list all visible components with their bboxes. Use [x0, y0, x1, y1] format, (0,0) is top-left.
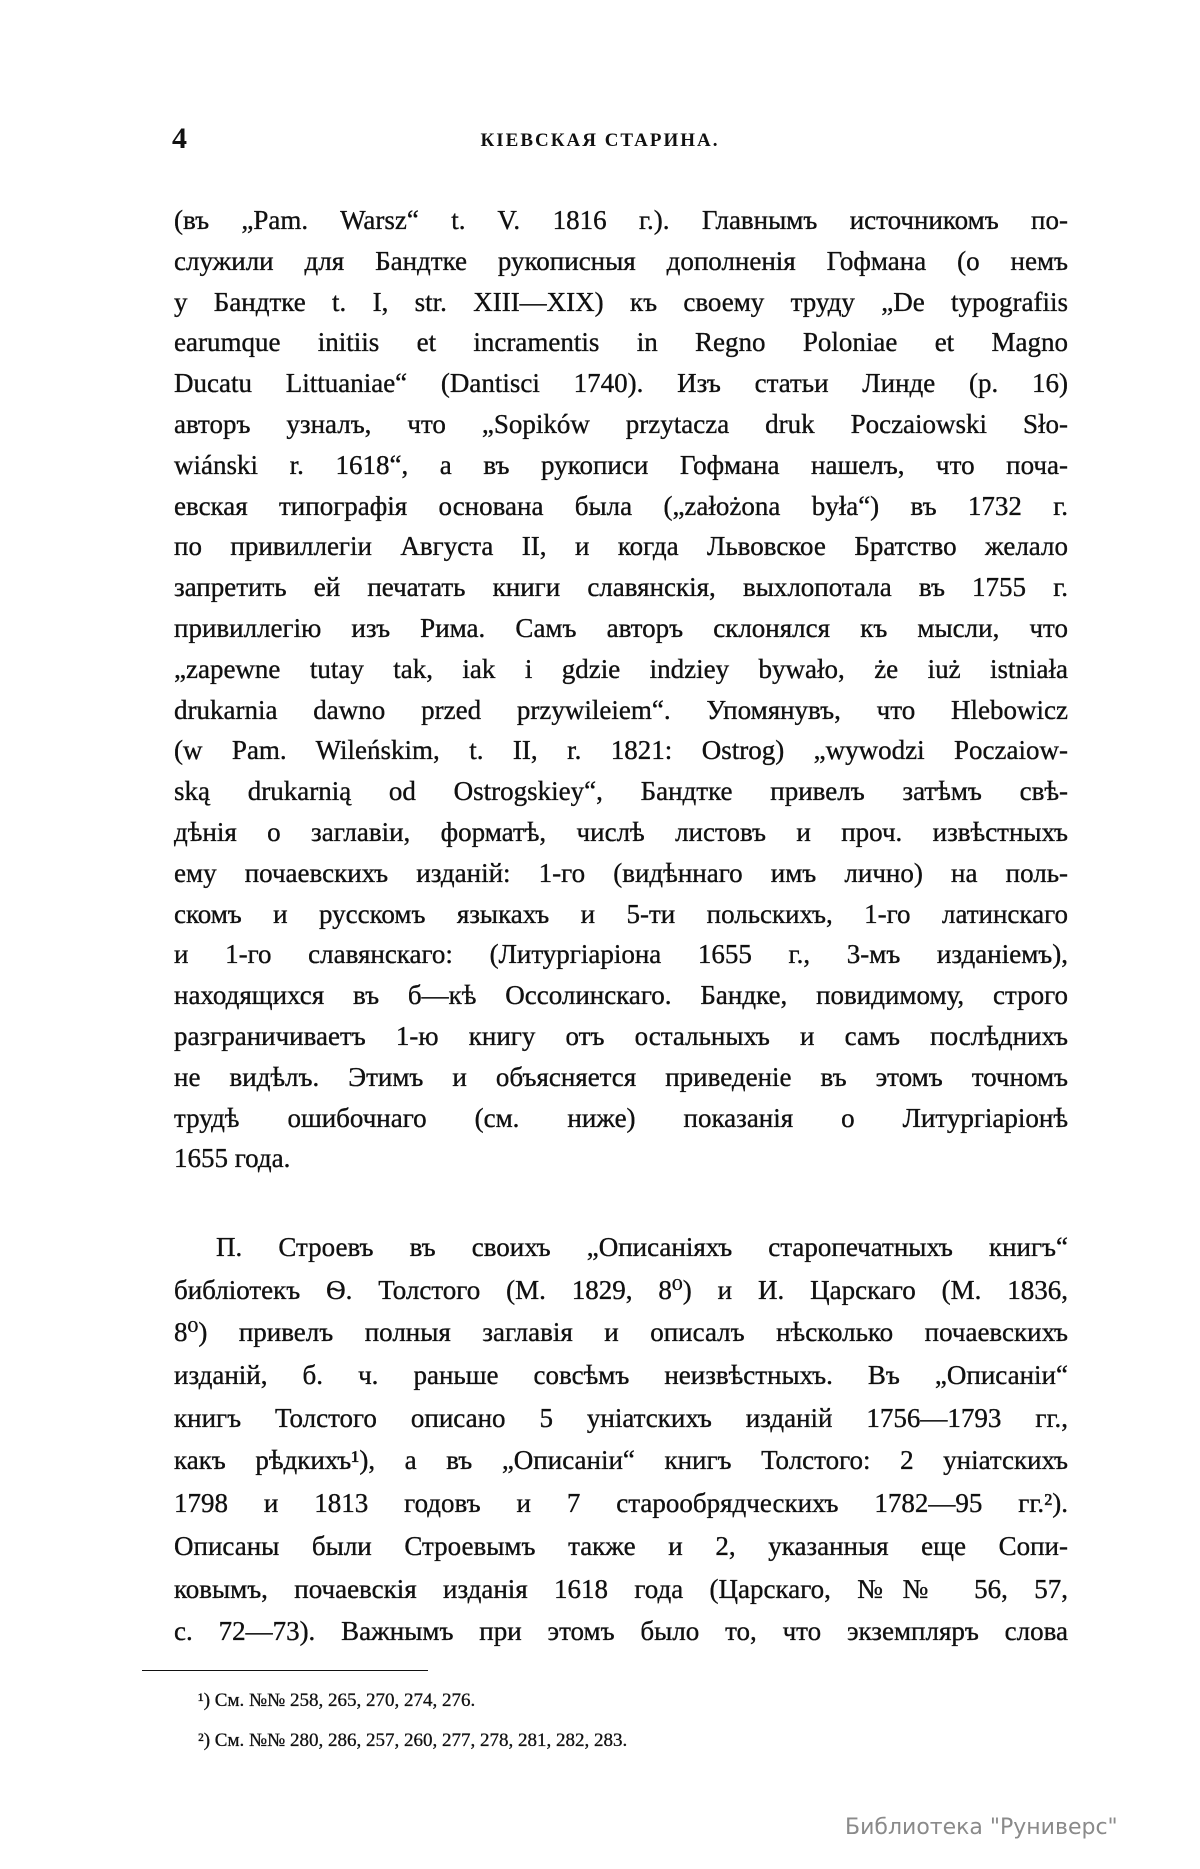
- text-line: (въ „Pam. Warsz“ t. V. 1816 г.). Главнымъ источникомъ по-: [174, 205, 1068, 235]
- text-line: запретить ей печатать книги славянскія, выхлопотала въ 1755 г.: [174, 572, 1068, 603]
- text-line: разграничиваетъ 1-ю книгу отъ остальныхъ и самъ послѣднихъ: [174, 1020, 1068, 1051]
- text-line: 1798 и 1813 годовъ и 7 старообрядческихъ 1782—95 гг.²).: [174, 1488, 1068, 1519]
- page-number: 4: [172, 122, 187, 155]
- text-line: и 1-го славянскаго: (Литургіаріона 1655 г., 3-мъ изданіемъ),: [174, 939, 1068, 970]
- text-line: Ducatu Littuaniae“ (Dantisci 1740). Изъ статьи Линде (p. 16): [174, 368, 1068, 399]
- text-line: 8⁰) привелъ полныя заглавія и описалъ нѣсколько почаевскихъ: [174, 1317, 1068, 1348]
- text-line: (w Pam. Wileńskim, t. II, r. 1821: Ostrog) „wywodzi Poczaiow-: [174, 735, 1068, 766]
- text-line: wiánski r. 1618“, а въ рукописи Гофмана нашелъ, что поча-: [174, 449, 1068, 480]
- text-line: изданій, б. ч. раньше совсѣмъ неизвѣстныхъ. Въ „Описаніи“: [174, 1360, 1068, 1391]
- text-line: П. Строевъ въ своихъ „Описаніяхъ старопечатныхъ книгъ“: [216, 1232, 1068, 1262]
- text-line: drukarnia dawno przed przywileiem“. Упомянувъ, что Hlebowicz: [174, 694, 1068, 725]
- text-line: Описаны были Строевымъ также и 2, указанныя еще Сопи-: [174, 1530, 1068, 1561]
- paragraph-1: [174, 200, 1068, 1179]
- text-line: ему почаевскихъ изданій: 1-го (видѣннаго имъ лично) на поль-: [174, 857, 1068, 888]
- library-watermark: Библиотека "Руниверс": [845, 1815, 1118, 1840]
- text-line: earumque initiis et incramentis in Regno Poloniae et Magno: [174, 327, 1068, 358]
- paragraph-2: [174, 1226, 1068, 1653]
- text-line: с. 72—73). Важнымъ при этомъ было то, что экземпляръ слова: [174, 1616, 1068, 1647]
- footnote-1: ¹) См. №№ 258, 265, 270, 274, 276.: [198, 1690, 476, 1711]
- text-line: ковымъ, почаевскія изданія 1618 года (Царскаго, №№ 56, 57,: [174, 1573, 1068, 1604]
- text-line: книгъ Толстого описано 5 уніатскихъ изданій 1756—1793 гг.,: [174, 1402, 1068, 1433]
- text-line: ską drukarnią od Ostrogskiey“, Бандтке привелъ затѣмъ свѣ-: [174, 776, 1068, 807]
- text-line: по привиллегіи Августа II, и когда Львовское Братство желало: [174, 531, 1068, 562]
- footnote-divider: [142, 1670, 428, 1671]
- text-line: авторъ узналъ, что „Sopików przytacza druk Poczaiowski Sło-: [174, 408, 1068, 439]
- text-line: привиллегію изъ Рима. Самъ авторъ склонялся къ мысли, что: [174, 612, 1068, 643]
- text-line: библіотекъ Ѳ. Толстого (М. 1829, 8⁰) и И. Царскаго (М. 1836,: [174, 1274, 1068, 1305]
- text-line: дѣнія о заглавіи, форматѣ, числѣ листовъ и проч. извѣстныхъ: [174, 816, 1068, 847]
- text-line: служили для Бандтке рукописныя дополненія Гофмана (о немъ: [174, 245, 1068, 276]
- footnote-2: ²) См. №№ 280, 286, 257, 260, 277, 278, 281, 282, 283.: [198, 1730, 628, 1751]
- text-line: какъ рѣдкихъ¹), а въ „Описаніи“ книгъ Толстого: 2 уніатскихъ: [174, 1445, 1068, 1476]
- running-title: КІЕВСКАЯ СТАРИНА.: [480, 130, 720, 151]
- text-line: не видѣлъ. Этимъ и объясняется приведеніе въ этомъ точномъ: [174, 1061, 1068, 1092]
- text-line: трудѣ ошибочнаго (см. ниже) показанія о Литургіаріонѣ: [174, 1102, 1068, 1133]
- text-line: 1655 года.: [174, 1143, 291, 1174]
- text-line: скомъ и русскомъ языкахъ и 5-ти польскихъ, 1-го латинскаго: [174, 898, 1068, 929]
- text-line: у Бандтке t. I, str. XIII—XIX) къ своему труду „De typografiis: [174, 286, 1068, 317]
- text-line: находящихся въ б—кѣ Оссолинскаго. Бандке, повидимому, строго: [174, 980, 1068, 1011]
- text-line: евская типографія основана была („założona była“) въ 1732 г.: [174, 490, 1068, 521]
- text-line: „zapewne tutay tak, iak i gdzie indziey bywało, że iuż istniała: [174, 653, 1068, 684]
